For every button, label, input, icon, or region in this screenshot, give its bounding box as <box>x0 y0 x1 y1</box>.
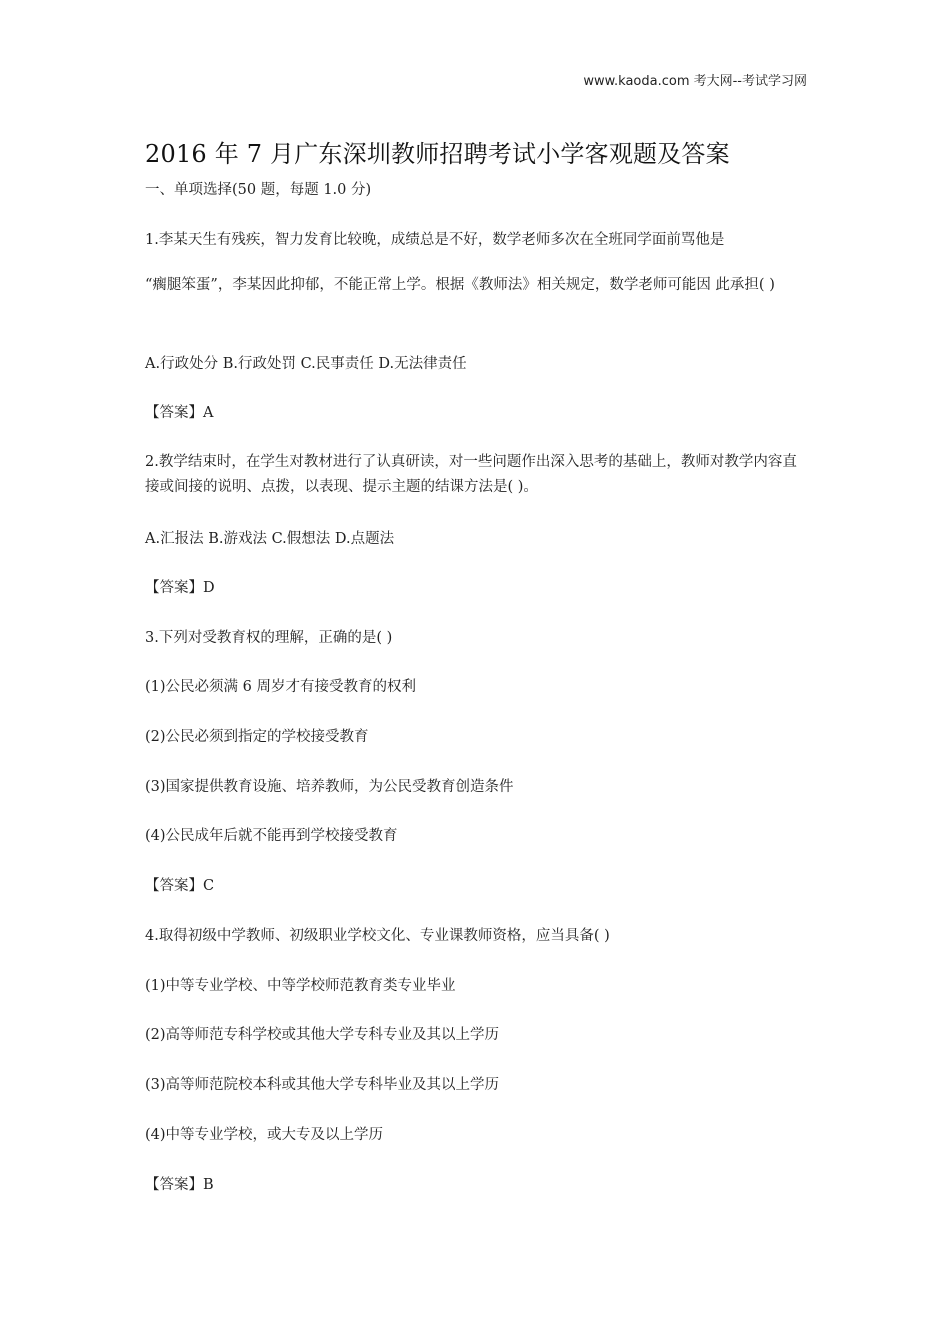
question-1-stem-line1: 1.李某天生有残疾，智力发育比较晚，成绩总是不好，数学老师多次在全班同学面前骂他是 <box>145 232 725 248</box>
question-4-item-2: (2)高等师范专科学校或其他大学专科专业及其以上学历 <box>145 1027 500 1043</box>
question-4-answer: 【答案】B <box>145 1177 214 1193</box>
question-1-options: A.行政处分 B.行政处罚 C.民事责任 D.无法律责任 <box>145 356 467 372</box>
question-4-item-1: (1)中等专业学校、中等学校师范教育类专业毕业 <box>145 978 456 994</box>
question-2-stem: 2.教学结束时，在学生对教材进行了认真研读，对一些问题作出深入思考的基础上，教师对教学内容直接或间接的说明、点拨，以表现、提示主题的结课方法是( )。 <box>145 454 797 495</box>
question-3-item-3: (3)国家提供教育设施、培养教师，为公民受教育创造条件 <box>145 779 514 795</box>
question-4-item-4: (4)中等专业学校，或大专及以上学历 <box>145 1127 384 1143</box>
question-4-item-3: (3)高等师范院校本科或其他大学专科毕业及其以上学历 <box>145 1077 500 1093</box>
question-1-answer: 【答案】A <box>145 405 214 421</box>
question-2-options: A.汇报法 B.游戏法 C.假想法 D.点题法 <box>145 531 395 547</box>
section-heading: 一、单项选择(50 题，每题 1.0 分) <box>145 182 372 198</box>
question-3-item-1: (1)公民必须满 6 周岁才有接受教育的权利 <box>145 679 416 695</box>
document-title: 2016 年 7 月广东深圳教师招聘考试小学客观题及答案 <box>145 140 730 168</box>
question-3-answer: 【答案】C <box>145 878 215 894</box>
site-header: www.kaoda.com 考大网--考试学习网 <box>583 74 807 89</box>
question-3-item-4: (4)公民成年后就不能再到学校接受教育 <box>145 828 398 844</box>
question-2-answer: 【答案】D <box>145 580 215 596</box>
question-1-stem-line2: “瘸腿笨蛋”，李某因此抑郁，不能正常上学。根据《教师法》相关规定，数学老师可能因 此承担( ) <box>145 277 775 293</box>
question-3-item-2: (2)公民必须到指定的学校接受教育 <box>145 729 369 745</box>
question-4-stem: 4.取得初级中学教师、初级职业学校文化、专业课教师资格，应当具备( ) <box>145 928 610 944</box>
question-3-stem: 3.下列对受教育权的理解，正确的是( ) <box>145 630 393 646</box>
